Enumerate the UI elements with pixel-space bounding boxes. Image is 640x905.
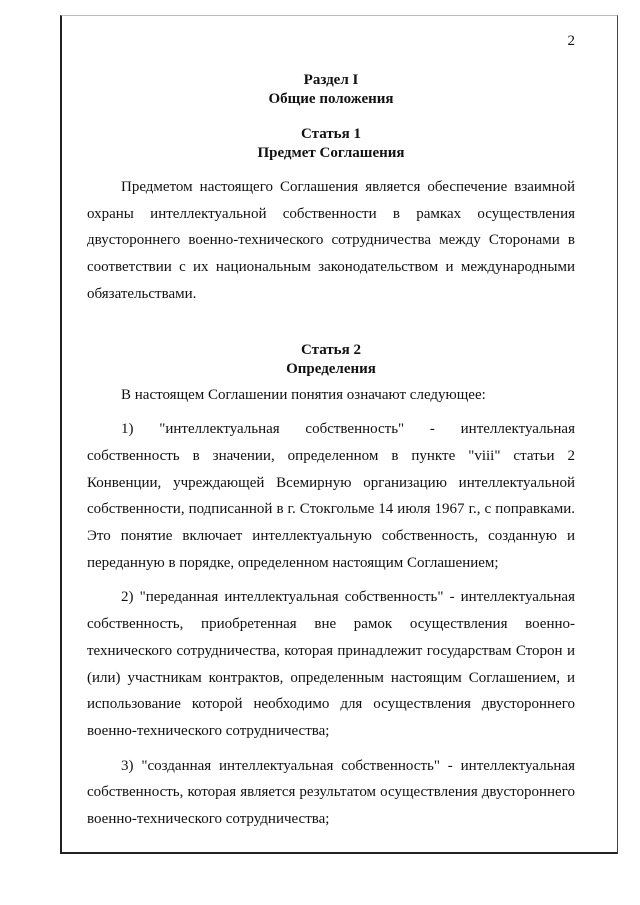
section-title: Раздел I xyxy=(303,72,359,88)
document-body xyxy=(87,68,575,833)
article2-intro: В настоящем Соглашении понятия означают следующее: xyxy=(121,386,486,403)
article1-title: Статья 1 xyxy=(301,126,361,142)
article2-subtitle: Определения xyxy=(286,360,376,377)
article1-text: Предметом настоящего Соглашения является обеспечение взаимной охраны интеллектуальной собственности в рамках осуществления двустороннего военно-технического сотрудничества между Сторонами в соответствии с их национальным законодательством и международными обязательствами. xyxy=(87,179,575,302)
definition-item-1: 1) "интеллектуальная собственность" - интеллектуальная собственность в значении, определенном в пункте "viii" статьи 2 Конвенции, учреждающей Всемирную организацию интеллектуальной собственности, подписанной в г. Стокгольме 14 июля 1967 г., с поправками. Это понятие включает интеллектуальную собственность, созданную и переданную в порядке, определенном настоящим Соглашением; xyxy=(87,421,575,571)
definition-item-2: 2) "переданная интеллектуальная собственность" - интеллектуальная собственность, приобретенная вне рамок осуществления военно-технического сотрудничества, которая принадлежит государствам Сторон и (или) участникам контрактов, определенным настоящим Соглашением, и использование которой необходимо для осуществления двустороннего военно-технического сотрудничества; xyxy=(87,589,575,739)
page-number: 2 xyxy=(567,33,575,49)
section-subtitle: Общие положения xyxy=(268,91,394,107)
definition-item-3: 3) "созданная интеллектуальная собственность" - интеллектуальная собственность, которая является результатом осуществления двустороннего военно-технического сотрудничества; xyxy=(87,757,575,828)
article1-subtitle: Предмет Соглашения xyxy=(257,145,405,161)
article2-title: Статья 2 xyxy=(301,341,361,358)
